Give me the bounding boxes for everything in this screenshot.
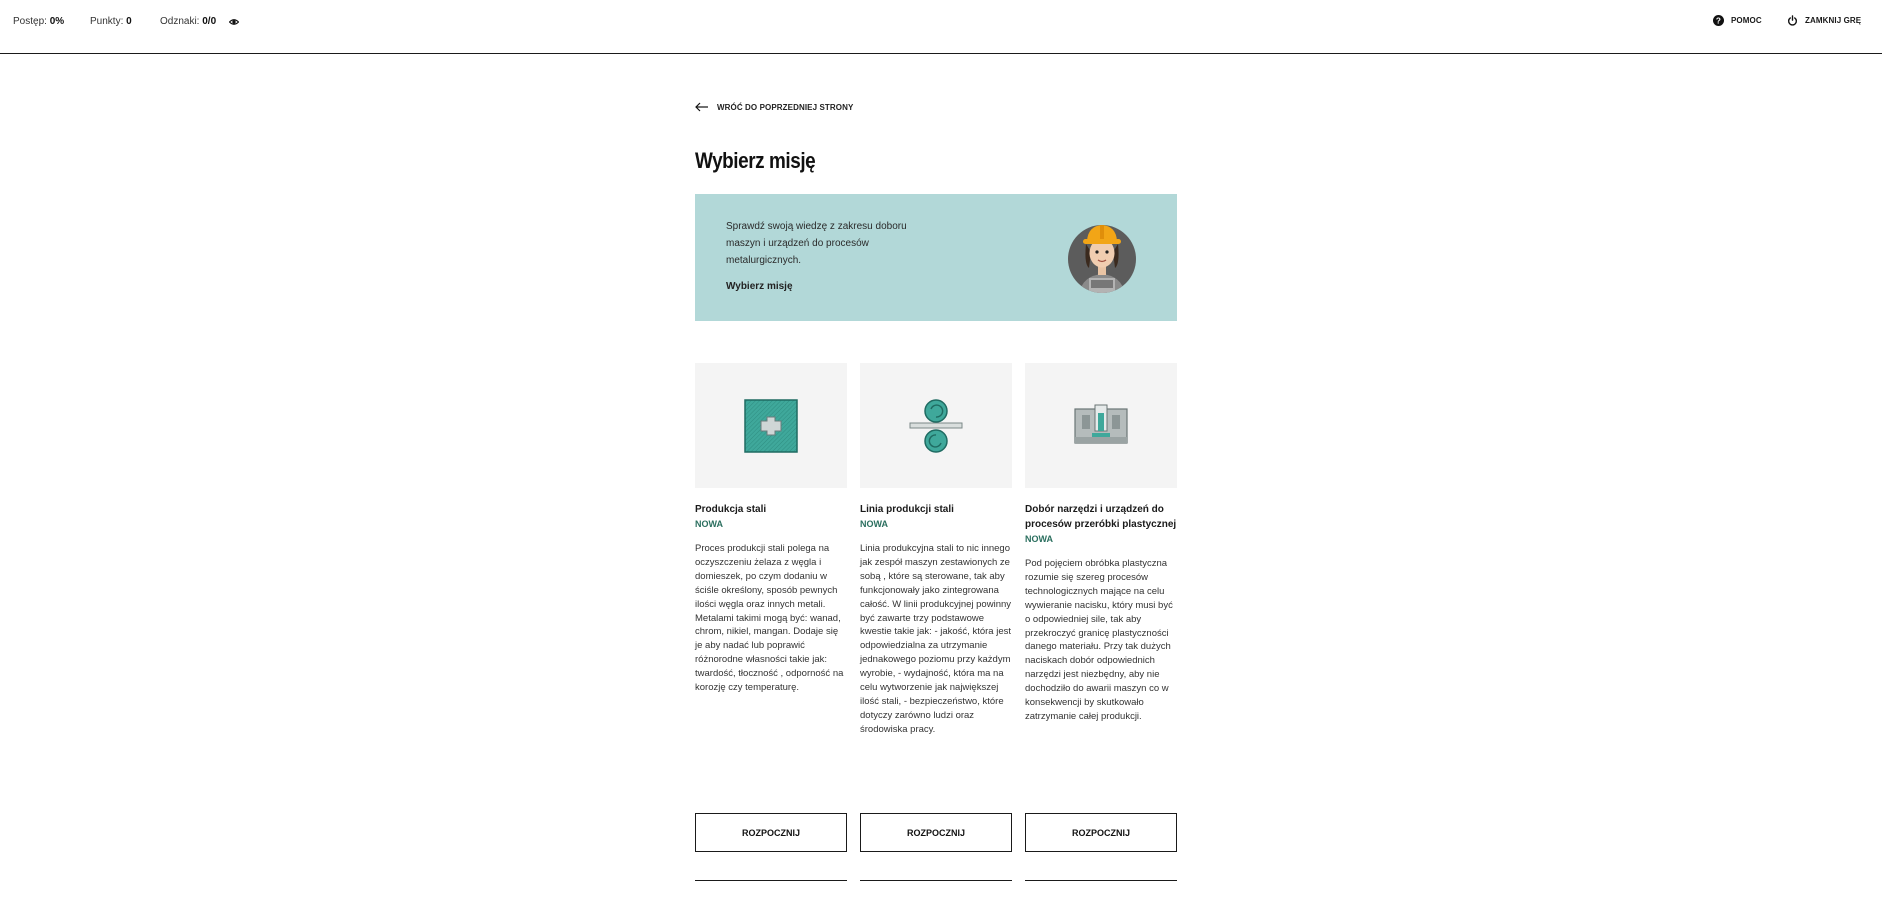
mission-card-plastic-working-tools[interactable] <box>1025 363 1177 724</box>
points-label: Punkty: <box>90 16 124 27</box>
worker-avatar-icon <box>1067 216 1137 294</box>
divider <box>695 880 847 881</box>
mission-image <box>1025 363 1177 488</box>
power-icon <box>1787 15 1798 26</box>
mission-card-steel-production-line[interactable] <box>860 363 1012 737</box>
start-button[interactable]: ROZPOCZNIJ <box>1025 813 1177 852</box>
divider <box>860 880 1012 881</box>
badges-value: 0/0 <box>202 16 217 27</box>
eye-icon[interactable] <box>229 17 239 27</box>
mission-title: Produkcja stali <box>695 504 767 515</box>
page-title: Wybierz misję <box>695 148 816 173</box>
new-badge: NOWA <box>1025 534 1053 544</box>
rolling-mill-icon <box>909 399 963 453</box>
badges-stat <box>160 16 216 27</box>
new-badge: NOWA <box>860 519 888 529</box>
close-game-button[interactable] <box>1787 15 1861 26</box>
new-badge: NOWA <box>695 519 723 529</box>
back-link-label: WRÓĆ DO POPRZEDNIEJ STRONY <box>717 102 854 112</box>
divider <box>1025 880 1177 881</box>
mission-description: Linia produkcyjna stali to nic innego jak zespół maszyn zestawionych ze sobą , które są sterowane, tak aby funkcjonowały jako zintegrowana całość. W linii produkcyjnej powinny być zawarte trzy podstawowe kwestie takie jak: - jakość, która jest odpowiedzialna za utrzymanie jednakowego poziomu przy każdym wyrobie, - wydajność, która ma na celu wytworzenie jak największej ilość stali, - bezpieczeństwo, które dotyczy zarówno ludzi oraz środowiska pracy. <box>860 543 1012 735</box>
mission-title: Linia produkcji stali <box>860 504 954 515</box>
banner-text: Sprawdź swoją wiedzę z zakresu doboru maszyn i urządzeń do procesów metalurgicznych. <box>726 221 907 266</box>
help-button[interactable] <box>1713 15 1762 26</box>
press-die-icon <box>1074 399 1128 453</box>
mission-card-steel-production[interactable] <box>695 363 847 695</box>
progress-value: 0% <box>49 16 65 27</box>
mission-image <box>695 363 847 488</box>
intro-banner <box>695 194 1177 321</box>
mission-image <box>860 363 1012 488</box>
help-icon <box>1713 15 1724 26</box>
points-value: 0 <box>126 16 132 27</box>
badges-label: Odznaki: <box>160 16 200 27</box>
progress-label: Postęp: <box>13 16 47 27</box>
back-link[interactable] <box>695 102 853 112</box>
top-bar <box>0 0 1882 54</box>
arrow-left-icon <box>695 102 709 112</box>
start-button[interactable]: ROZPOCZNIJ <box>860 813 1012 852</box>
mission-title: Dobór narzędzi i urządzeń do procesów przeróbki plastycznej <box>1025 504 1177 530</box>
svg-text:?: ? <box>1715 16 1722 26</box>
progress-stat <box>13 16 64 27</box>
help-label: POMOC <box>1731 16 1762 25</box>
start-button[interactable]: ROZPOCZNIJ <box>695 813 847 852</box>
mission-description: Pod pojęciem obróbka plastyczna rozumie się szereg procesów technologicznych mające na celu wywieranie nacisku, który musi być o odpowiedniej sile, tak aby przekroczyć granicę plastyczności danego materiału. Przy tak dużych naciskach dobór odpowiednich narzędzi jest niezbędny, aby nie dochodziło do awarii maszyn co w konsekwencji by skutkowało zatrzymanie całej produkcji. <box>1025 558 1173 722</box>
close-game-label: ZAMKNIJ GRĘ <box>1805 16 1862 25</box>
banner-cta[interactable]: Wybierz misję <box>726 281 793 292</box>
mission-description: Proces produkcji stali polega na oczyszczeniu żelaza z węgla i domieszek, po czym dodaniu w ściśle określony, sposób pewnych ilości węgla oraz innych metali. Metalami takimi mogą być: wanad, chrom, nikiel, mangan. Dodaje się je aby nadać lub poprawić różnorodne własności takie jak: twardość, tłoczność , odporność na korozję czy temperaturę. <box>695 543 844 694</box>
points-stat <box>90 16 132 27</box>
steel-block-icon <box>744 399 798 453</box>
